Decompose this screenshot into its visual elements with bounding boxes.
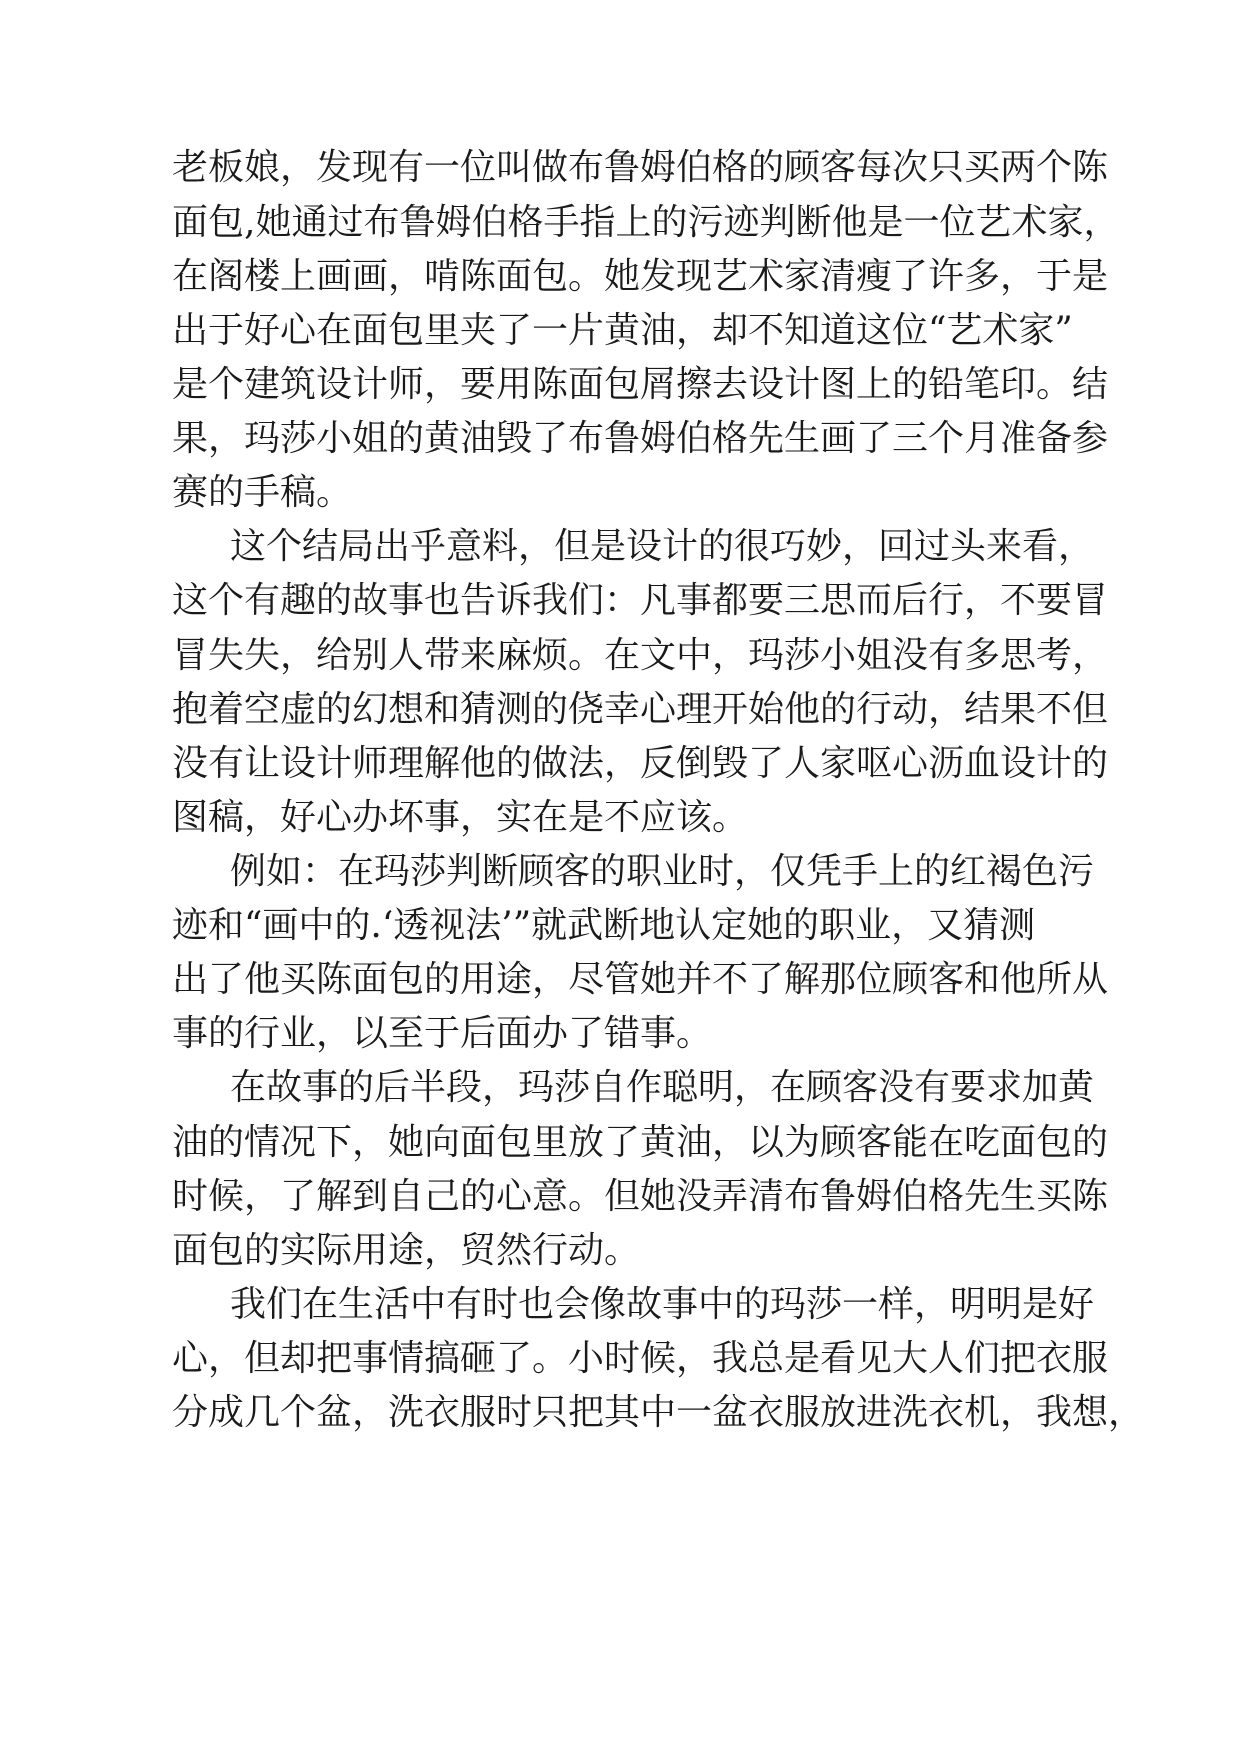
text-line: 出了他买陈面包的用途，尽管她并不了解那位顾客和他所从 xyxy=(172,959,1109,1000)
paragraph-first-line: 例如：在玛莎判断顾客的职业时，仅凭手上的红褐色污 xyxy=(230,851,1095,892)
text-line: 迹和“画中的.‘透视法’”就武断地认定她的职业，又猜测 xyxy=(172,905,1036,946)
text-line: 时候，了解到自己的心意。但她没弄清布鲁姆伯格先生买陈 xyxy=(172,1176,1109,1217)
text-line: 没有让设计师理解他的做法，反倒毁了人家呕心沥血设计的 xyxy=(172,743,1109,784)
paragraph-first-line: 我们在生活中有时也会像故事中的玛莎一样，明明是好 xyxy=(230,1284,1095,1325)
text-line: 这个有趣的故事也告诉我们：凡事都要三思而后行，不要冒 xyxy=(172,580,1109,621)
text-line: 赛的手稿。 xyxy=(172,472,353,513)
text-line: 图稿，好心办坏事，实在是不应该。 xyxy=(172,797,749,838)
text-line: 事的行业，以至于后面办了错事。 xyxy=(172,1013,713,1054)
text-line: 油的情况下，她向面包里放了黄油，以为顾客能在吃面包的 xyxy=(172,1122,1109,1163)
text-line: 心，但却把事情搞砸了。小时候，我总是看见大人们把衣服 xyxy=(172,1338,1109,1379)
text-line: 是个建筑设计师，要用陈面包屑擦去设计图上的铅笔印。结 xyxy=(172,364,1109,405)
text-line: 冒失失，给别人带来麻烦。在文中，玛莎小姐没有多思考， xyxy=(172,635,1109,676)
paragraph-first-line: 这个结局出乎意料，但是设计的很巧妙，回过头来看， xyxy=(230,526,1095,567)
text-line: 抱着空虚的幻想和猜测的侥幸心理开始他的行动，结果不但 xyxy=(172,689,1109,730)
text-line: 老板娘，发现有一位叫做布鲁姆伯格的顾客每次只买两个陈 xyxy=(172,147,1109,188)
text-line: 面包的实际用途，贸然行动。 xyxy=(172,1230,641,1271)
text-line: 面包,她通过布鲁姆伯格手指上的污迹判断他是一位艺术家， xyxy=(172,202,1120,243)
text-line: 在阁楼上画画，啃陈面包。她发现艺术家清瘦了许多，于是 xyxy=(172,256,1109,297)
text-line: 出于好心在面包里夹了一片黄油，却不知道这位“艺术家” xyxy=(172,310,1073,351)
text-line: 果，玛莎小姐的黄油毁了布鲁姆伯格先生画了三个月准备参 xyxy=(172,418,1109,459)
text-line: 分成几个盆，洗衣服时只把其中一盆衣服放进洗衣机，我想， xyxy=(172,1392,1145,1433)
paragraph-first-line: 在故事的后半段，玛莎自作聪明，在顾客没有要求加黄 xyxy=(230,1067,1095,1108)
